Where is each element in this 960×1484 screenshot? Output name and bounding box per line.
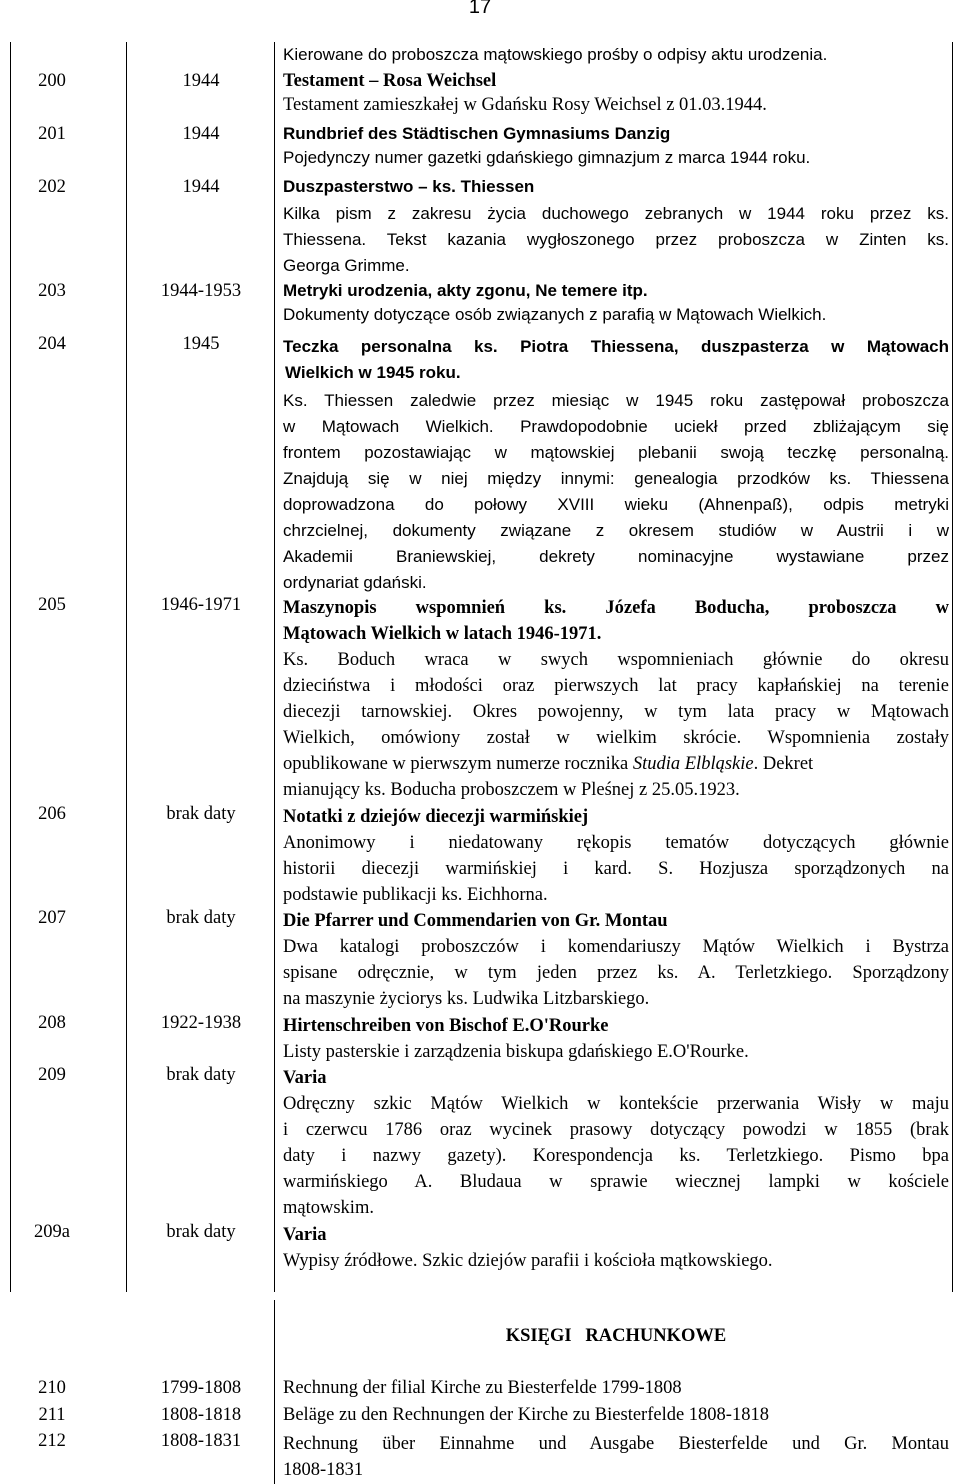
entry-title: Notatki z dziejów diecezji warmińskiej	[283, 807, 589, 827]
entry-description: Wypisy źródłowe. Szkic dziejów parafii i kościoła mątkowskiego.	[283, 1251, 773, 1271]
entry-number: 206	[38, 804, 66, 824]
entry-content	[283, 595, 949, 803]
entry-date: brak daty	[166, 1222, 236, 1242]
entry-number: 205	[38, 595, 66, 615]
entry-date: brak daty	[166, 1065, 236, 1085]
book-title: Beläge zu den Rechnungen der Kirche zu Biesterfelde 1808-1818	[283, 1405, 769, 1425]
entry-number: 202	[38, 177, 66, 197]
entry-date: 1922-1938	[160, 1013, 242, 1033]
entry-date: 1944	[182, 124, 220, 144]
entry-title: Hirtenschreiben von Bischof E.O'Rourke	[283, 1016, 609, 1036]
book-date: 1808-1818	[160, 1405, 242, 1425]
entry-date: 1945	[182, 334, 220, 354]
entry-number: 208	[38, 1013, 66, 1033]
entry-description: Anonimowy i niedatowany rękopis tematów dotyczących głównie historii diecezji warmińskiej i kard. S. Hozjusza sporządzonych na podstawie publikacji ks. Eichhorna.	[283, 833, 949, 905]
entry-description: Dokumenty dotyczące osób związanych z parafią w Mątowach Wielkich.	[283, 305, 827, 324]
entry-content	[283, 908, 949, 1012]
entry-description: Testament zamieszkałej w Gdańsku Rosy Weichsel z 01.03.1944.	[283, 95, 767, 115]
entry-date: brak daty	[166, 908, 236, 928]
entry-title: Varia	[283, 1068, 327, 1088]
page-number: 17	[468, 0, 492, 18]
entry-date: 1944	[182, 177, 220, 197]
entry-title: Varia	[283, 1225, 327, 1245]
entry-number: 203	[38, 281, 66, 301]
entry-number: 209	[38, 1065, 66, 1085]
left-border	[10, 42, 11, 1292]
entry-date: brak daty	[166, 804, 236, 824]
entry-number: 204	[38, 334, 66, 354]
book-number: 211	[38, 1405, 66, 1425]
right-border	[952, 42, 953, 1292]
section-heading: KSIĘGI RACHUNKOWE	[505, 1326, 727, 1346]
entry-number: 207	[38, 908, 66, 928]
book-number: 212	[38, 1431, 66, 1451]
entry-content	[283, 1013, 949, 1065]
entry-date: 1946-1971	[160, 595, 242, 615]
entry-title: Duszpasterstwo – ks. Thiessen	[283, 177, 535, 196]
entry-description: Kierowane do proboszcza mątowskiego prośby o odpisy aktu urodzenia.	[283, 45, 828, 64]
entry-number: 201	[38, 124, 66, 144]
entry-title: Rundbrief des Städtischen Gymnasiums Danzig	[283, 124, 671, 143]
column-divider-2	[274, 42, 275, 1292]
entry-number: 200	[38, 71, 66, 91]
column-divider-1	[126, 42, 127, 1292]
entry-content	[283, 71, 949, 116]
lower-column-divider	[274, 1300, 275, 1484]
entry-content	[283, 177, 949, 279]
entry-content	[283, 1065, 949, 1221]
book-number: 210	[38, 1378, 66, 1398]
entry-content	[283, 1222, 949, 1274]
entry-description: Ks. Thiessen zaledwie przez miesiąc w 1945 roku zastępował proboszcza w Mątowach Wielkich. Prawdopodobnie uciekł przed zbliżającym się frontem pozostawiając w mątowskiej plebanii swoją teczkę personalną. Znajdują się w niej między innymi: genealogia przodków ks. Thiessena doprowadzona do połowy XVIII wieku (Ahnenpaß), odpis metryki chrzcielnej, dokumenty związane z okresem studiów w Austrii i w Akademii Braniewskiej, dekrety nominacyjne wystawiane przez ordynariat gdański.	[283, 391, 949, 592]
book-title: Rechnung über Einnahme und Ausgabe Biesterfelde und Gr. Montau 1808-1831	[283, 1434, 949, 1480]
entry-description: Kilka pism z zakresu życia duchowego zebranych w 1944 roku przez ks. Thiessena. Tekst kazania wygłoszonego przez proboszcza w Zinten ks. Georga Grimme.	[283, 204, 949, 275]
entry-description: Dwa katalogi proboszczów i komendariuszy Mątów Wielkich i Bystrza spisane odręcznie, w tym jeden przez ks. A. Terletzkiego. Sporządzony na maszynie życiorys ks. Ludwika Litzbarskiego.	[283, 937, 949, 1009]
entry-content	[283, 804, 949, 908]
entry-number: 209a	[34, 1222, 70, 1242]
entry-date: 1944	[182, 71, 220, 91]
entry-title: Die Pfarrer und Commendarien von Gr. Montau	[283, 911, 668, 931]
entry-content	[283, 334, 949, 596]
entry-content	[283, 281, 949, 325]
entry-title: Teczka personalna ks. Piotra Thiessena, duszpasterza w Mątowach Wielkich w 1945 roku.	[283, 337, 949, 382]
entry-title: Maszynopis wspomnień ks. Józefa Boducha, proboszcza w Mątowach Wielkich w latach 1946-1971.	[283, 598, 949, 644]
entry-title: Testament – Rosa Weichsel	[283, 71, 497, 91]
publication-title: Studia Elbląskie	[632, 754, 754, 774]
entry-description: Listy pasterskie i zarządzenia biskupa gdańskiego E.O'Rourke.	[283, 1042, 749, 1062]
entry-content	[283, 124, 949, 168]
entry-date: 1944-1953	[160, 281, 242, 301]
entry-description: Ks. Boduch wraca w swych wspomnieniach głównie do okresu dzieciństwa i młodości oraz pierwszych lat pracy kapłańskiej na terenie diecezji tarnowskiej. Okres powojenny, w tym lata pracy w Mątowach Wielkich, omówiony został w wielkim skrócie. Wspomnienia zostały opublikowane w pierwszym numerze rocznika Studia Elbląskie. Dekret mianujący ks. Boducha proboszczem w Pleśnej z 25.05.1923.	[283, 650, 949, 800]
book-title: Rechnung der filial Kirche zu Biesterfelde 1799-1808	[283, 1378, 682, 1398]
entry-description: Pojedynczy numer gazetki gdańskiego gimnazjum z marca 1944 roku.	[283, 148, 811, 167]
book-date: 1799-1808	[160, 1378, 242, 1398]
entry-title: Metryki urodzenia, akty zgonu, Ne temere itp.	[283, 281, 648, 300]
entry-description: Odręczny szkic Mątów Wielkich w kontekście przerwania Wisły w maju i czerwcu 1786 oraz wycinek prasowy dotyczący powodzi w 1855 (brak daty i nazwy gazety). Korespondencja ks. Terletzkiego. Pismo bpa warmińskiego A. Bludaua w sprawie wiecznej lampki w kościele mątowskim.	[283, 1094, 949, 1218]
book-date: 1808-1831	[160, 1431, 242, 1451]
